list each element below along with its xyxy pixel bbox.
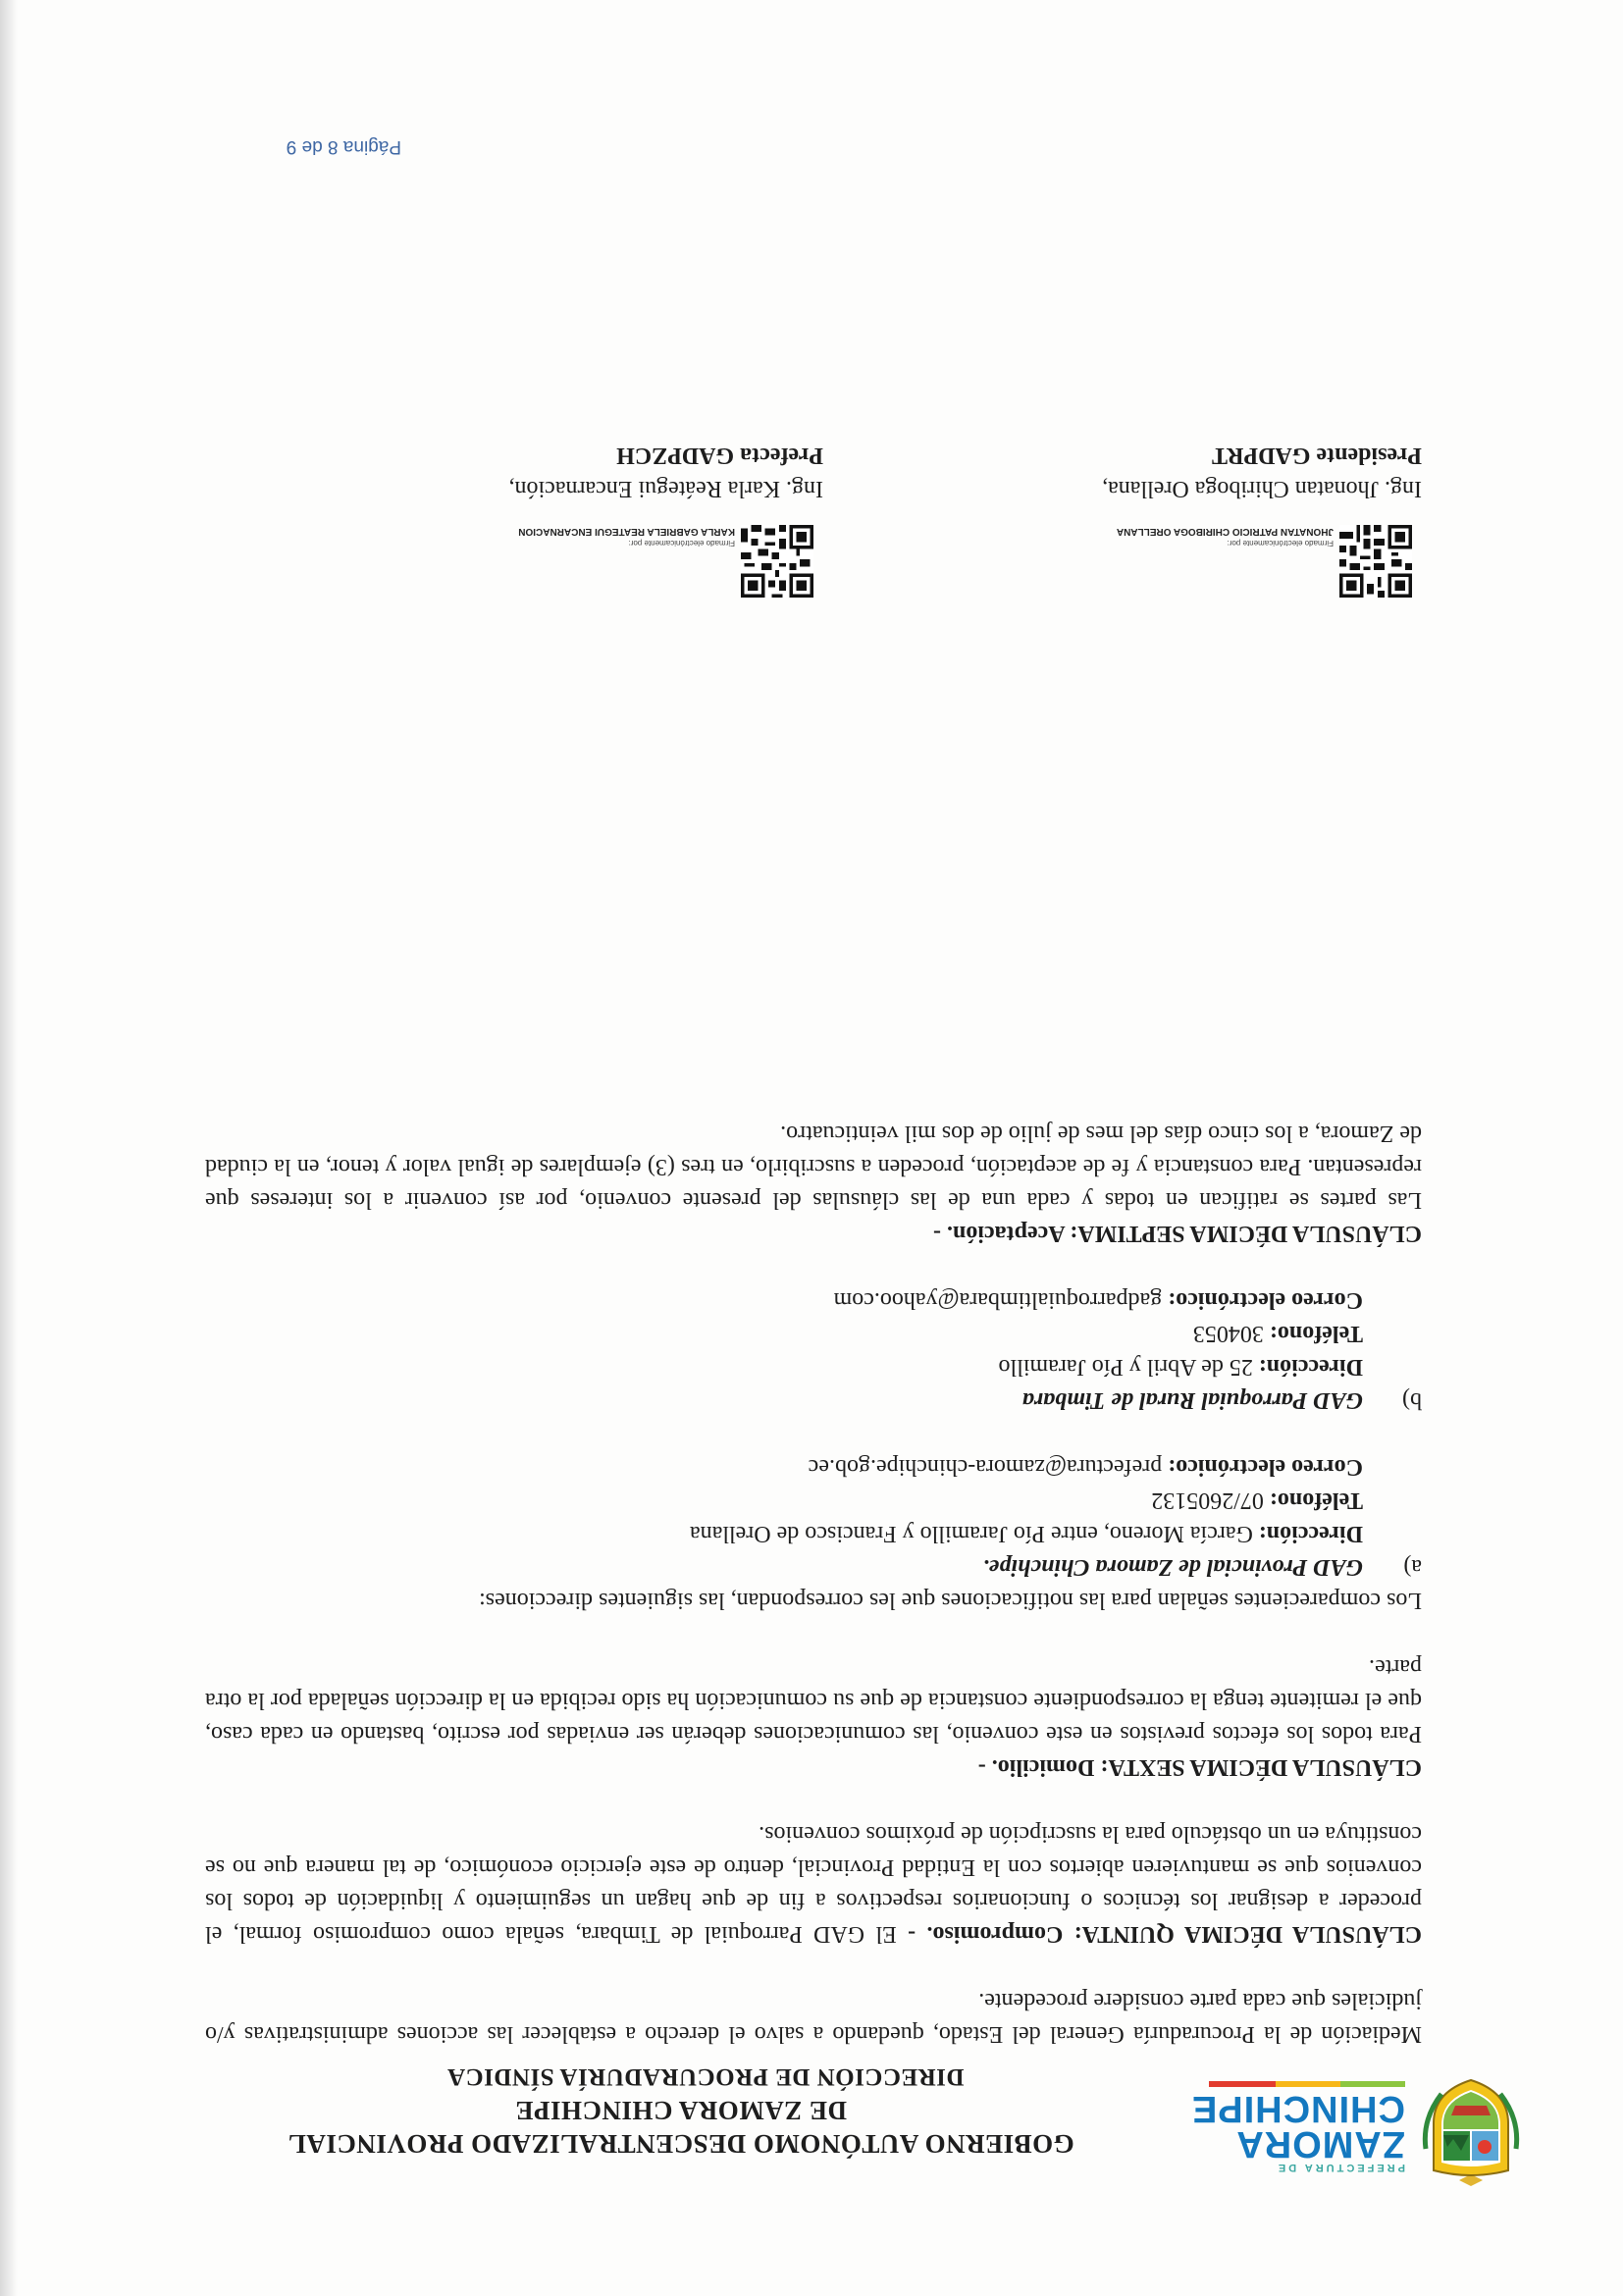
party-a-address: Dirección: García Moreno, entre Pío Jaramillo y Francisco de Orellana: [690, 1521, 1363, 1546]
party-a-email: Correo electrónico: prefectura@zamora-chinchipe.gob.ec: [808, 1454, 1363, 1480]
qr-code-icon: [1339, 525, 1412, 598]
signatory-role: Presidente GADPRT: [1211, 443, 1422, 468]
signature-stamp: [411, 525, 813, 603]
party-b-letter: b): [1402, 1387, 1422, 1413]
party-a-heading: [205, 1550, 1422, 1584]
signature-stamp-text: Firmado electrónicamente por: JHONATAN PATRICIO CHIRIBOGA ORELLANA: [1116, 526, 1334, 548]
party-b-email: Correo electrónico: gadparroquialtimbara@yahoo.com: [833, 1287, 1363, 1313]
organization-title: [181, 2094, 1181, 2161]
party-b-heading: [205, 1383, 1422, 1417]
clause-16-text-1: Para todos los efectos previstos en este convenio, las comunicaciones deberán ser enviadas por escrito, bastando en cada caso, que el remitente tenga la correspondiente constancia de que su comunicación ha sido recibida en la dirección señalada por la otra parte.: [205, 1654, 1422, 1747]
clause-15-text: El GAD Parroquial de Timbara, señala como compromiso formal, el proceder a designar los técnicos o funcionarios respectivos a fin de que hagan un seguimiento y liquidación de todos los convenios que se mantuvieren abiertos con la Entidad Provincial, dentro de este ejercicio económico, de tal manera que no se constituya en un obstáculo para la suscripción de próximos convenios.: [205, 1821, 1422, 1947]
scan-edge-shadow: [0, 0, 18, 2296]
organization-title-line-1: GOBIERNO AUTÓNOMO DESCENTRALIZADO PROVINCIAL: [288, 2129, 1074, 2159]
page-number: Página 8 de 9: [286, 136, 401, 157]
clause-15: [205, 1817, 1422, 1951]
party-b-address: Dirección: 25 de Abril y Pío Jaramillo: [998, 1354, 1363, 1380]
brand-line-2: CHINCHIPE: [1190, 2088, 1405, 2129]
party-b-phone: Teléfono: 304053: [1192, 1321, 1363, 1346]
signatory-role: Prefecta GADPZCH: [616, 443, 823, 468]
clause-17-title: CLÁUSULA DÉCIMA SEPTIMA: Aceptación. -: [932, 1221, 1422, 1246]
brand-wordmark: [1189, 2081, 1405, 2173]
signature-stamp-text: Firmado electrónicamente por: KARLA GABRIELA REATEGUI ENCARNACION: [518, 526, 735, 548]
signature-prefecta: [411, 439, 823, 603]
coat-of-arms-logo: [1422, 2078, 1520, 2188]
department-title: DIRECCIÓN DE PROCURADURÍA SÍNDICA: [446, 2063, 965, 2090]
signature-presidente: [1010, 439, 1422, 603]
document-body: [205, 1083, 1422, 2051]
party-b-name: GAD Parroquial Rural de Timbara: [1021, 1387, 1363, 1413]
party-a-phone: Teléfono: 07/2605132: [1151, 1487, 1363, 1513]
letterhead: [0, 2063, 1623, 2296]
intro-paragraph: Mediación de la Procuraduría General del Estado, quedando a salvo el derecho a establecer las acciones administrativas y/o judiciales que cada parte considere procedente.: [205, 1988, 1422, 2047]
party-a-name: GAD Provincial de Zamora Chinchipe.: [982, 1554, 1363, 1580]
brand-line-1: ZAMORA: [1235, 2123, 1405, 2165]
brand-top-text: PREFECTURA DE: [1275, 2162, 1405, 2173]
brand-color-stripe: [1209, 2081, 1405, 2087]
qr-code-icon: [741, 525, 813, 598]
signatory-name: Ing. Jhonatan Chiriboga Orellana,: [1102, 476, 1422, 501]
clause-17-text: Las partes se ratifican en todas y cada una de las cláusulas del presente convenio, por así convenir a los intereses que representan. Para constancia y fe de aceptación, proceden a suscribirlo, en tres (3) ejemplares de igual valor y tenor, en la ciudad de Zamora, a los cinco días del mes de julio de dos mil veinticuatro.: [205, 1121, 1422, 1213]
clause-16-title: CLÁUSULA DÉCIMA SEXTA: Domicilio. -: [977, 1754, 1422, 1780]
party-a-letter: a): [1403, 1554, 1422, 1580]
signatory-name: Ing. Karla Reátegui Encarnación,: [508, 476, 823, 501]
signature-block: [205, 388, 1422, 603]
clause-16-text-2: Los comparecientes señalan para las notificaciones que les correspondan, las siguientes direcciones:: [479, 1588, 1422, 1613]
signature-stamp: [1010, 525, 1412, 603]
organization-title-line-2: DE ZAMORA CHINCHIPE: [514, 2096, 848, 2125]
clause-15-title: CLÁUSULA DÉCIMA QUINTA: Compromiso. -: [908, 1921, 1422, 1947]
